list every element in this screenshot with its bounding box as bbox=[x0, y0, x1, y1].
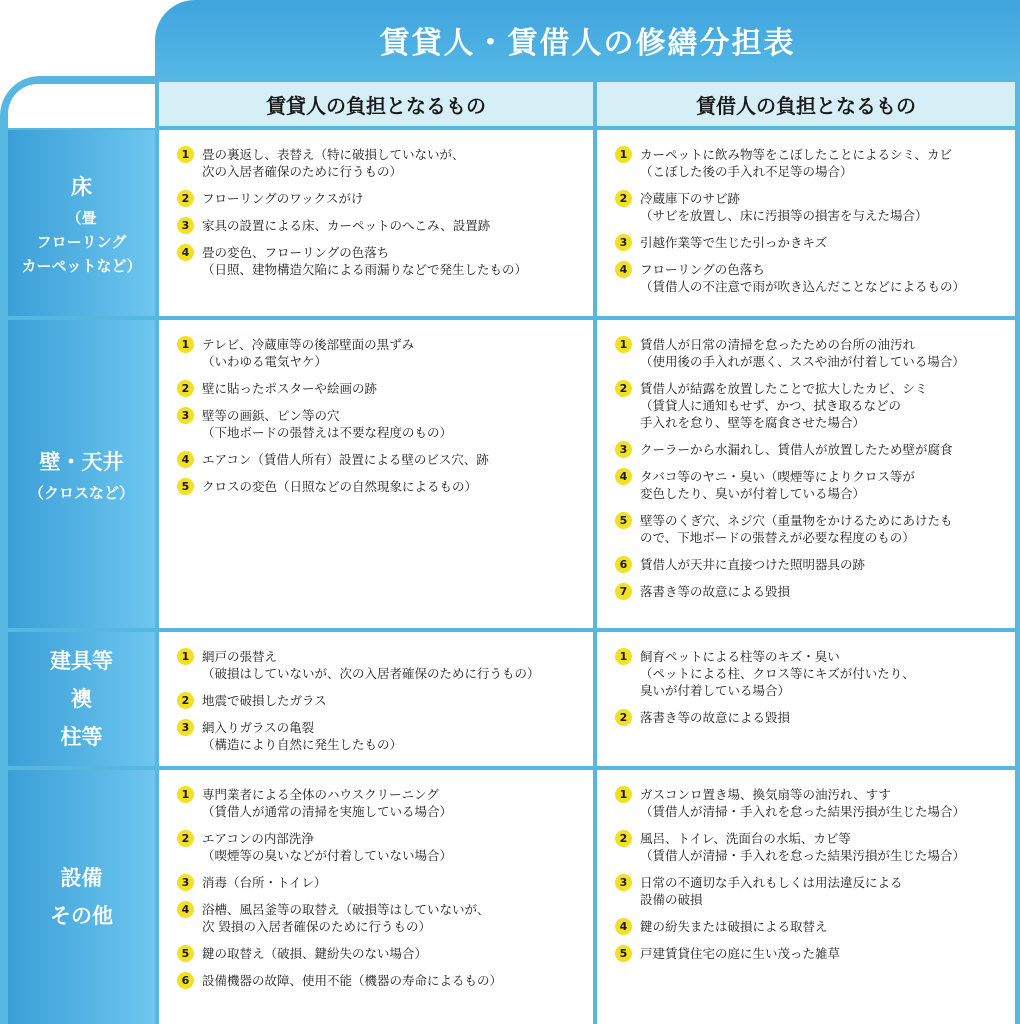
header-corner bbox=[8, 84, 155, 128]
number-badge: 2 bbox=[177, 380, 194, 397]
item-text: 家具の設置による床、カーペットのへこみ、設置跡 bbox=[202, 218, 491, 233]
list-item bbox=[177, 244, 583, 278]
number-badge: 1 bbox=[615, 146, 632, 163]
list-item bbox=[177, 945, 583, 962]
number-badge: 2 bbox=[615, 190, 632, 207]
list-item bbox=[177, 692, 583, 709]
list-item bbox=[615, 441, 1005, 458]
item-text: 飼育ペットによる柱等のキズ・臭い （ペットによる柱、クロス等にキズが付いたり、 臭いが付着している場合） bbox=[640, 649, 915, 698]
row-label-fittings bbox=[8, 632, 155, 766]
number-badge: 3 bbox=[615, 234, 632, 251]
item-text: 消毒（台所・トイレ） bbox=[202, 875, 327, 890]
list-item bbox=[615, 234, 1005, 251]
item-text: 網入りガラスの亀裂 （構造により自然に発生したもの） bbox=[202, 720, 403, 752]
item-text: フローリングの色落ち （賃借人の不注意で雨が吹き込んだことなどによるもの） bbox=[640, 262, 966, 294]
list-item bbox=[615, 945, 1005, 962]
row-label-wall-ceiling bbox=[8, 320, 155, 628]
item-text: フローリングのワックスがけ bbox=[202, 191, 364, 206]
list-item bbox=[177, 786, 583, 820]
number-badge: 5 bbox=[615, 945, 632, 962]
list-item bbox=[615, 512, 1005, 546]
item-text: エアコンの内部洗浄 （喫煙等の臭いなどが付着していない場合） bbox=[202, 831, 453, 863]
cell-wall-tenant bbox=[597, 320, 1015, 628]
item-text: 賃借人が結露を放置したことで拡大したカビ、シミ （賃貸人に通知もせず、かつ、拭き取るなどの 手入れを怠り、壁等を腐食させた場合） bbox=[640, 381, 928, 430]
number-badge: 1 bbox=[177, 336, 194, 353]
list-item bbox=[177, 217, 583, 234]
number-badge: 3 bbox=[177, 719, 194, 736]
item-text: 壁等の画鋲、ピン等の穴 （下地ボードの張替えは不要な程度のもの） bbox=[202, 408, 453, 440]
list-item bbox=[615, 583, 1005, 600]
list-item bbox=[615, 830, 1005, 864]
number-badge: 2 bbox=[615, 830, 632, 847]
list-item bbox=[615, 336, 1005, 370]
list-item bbox=[177, 901, 583, 935]
row-label-sub: （畳 フローリング カーペットなど） bbox=[21, 209, 142, 275]
item-text: 落書き等の故意による毀損 bbox=[640, 710, 791, 725]
row-label-equipment bbox=[8, 770, 155, 1024]
item-text: クーラーから水漏れし、賃借人が放置したため壁が腐食 bbox=[640, 442, 953, 457]
header-tenant: 賃借人の負担となるもの bbox=[597, 82, 1015, 126]
list-item bbox=[177, 146, 583, 180]
cell-equipment-landlord bbox=[159, 770, 593, 1024]
row-label-main: 建具等 襖 柱等 bbox=[50, 649, 113, 749]
item-text: 賃借人が日常の清掃を怠ったための台所の油汚れ （使用後の手入れが悪く、ススや油が付着している場合） bbox=[640, 337, 965, 369]
row-label-main: 設備 その他 bbox=[50, 866, 113, 928]
item-text: 引越作業等で生じた引っかきキズ bbox=[640, 235, 828, 250]
number-badge: 5 bbox=[177, 945, 194, 962]
list-item bbox=[615, 261, 1005, 295]
item-text: エアコン（賃借人所有）設置による壁のビス穴、跡 bbox=[202, 452, 489, 467]
list-item bbox=[615, 190, 1005, 224]
item-text: 戸建賃貸住宅の庭に生い茂った雑草 bbox=[640, 946, 841, 961]
list-item bbox=[177, 830, 583, 864]
number-badge: 4 bbox=[177, 244, 194, 261]
item-text: テレビ、冷蔵庫等の後部壁面の黒ずみ （いわゆる電気ヤケ） bbox=[202, 337, 415, 369]
item-text: タバコ等のヤニ・臭い（喫煙等によりクロス等が 変色したり、臭いが付着している場合） bbox=[640, 469, 915, 501]
number-badge: 2 bbox=[615, 380, 632, 397]
number-badge: 1 bbox=[615, 786, 632, 803]
number-badge: 6 bbox=[615, 556, 632, 573]
item-text: 賃借人が天井に直接つけた照明器具の跡 bbox=[640, 557, 866, 572]
list-item bbox=[177, 190, 583, 207]
row-label-main: 床 bbox=[71, 175, 92, 199]
number-badge: 1 bbox=[177, 648, 194, 665]
item-text: 畳の変色、フローリングの色落ち （日照、建物構造欠陥による雨漏りなどで発生したもの） bbox=[202, 245, 528, 277]
list-item bbox=[615, 709, 1005, 726]
item-text: 鍵の紛失または破損による取替え bbox=[640, 919, 828, 934]
number-badge: 3 bbox=[615, 874, 632, 891]
list-item bbox=[177, 972, 583, 989]
row-label-sub: （クロスなど） bbox=[28, 484, 134, 502]
cell-wall-landlord bbox=[159, 320, 593, 628]
number-badge: 1 bbox=[177, 786, 194, 803]
list-item bbox=[615, 648, 1005, 699]
list-item bbox=[615, 918, 1005, 935]
number-badge: 4 bbox=[615, 261, 632, 278]
item-text: 専門業者による全体のハウスクリーニング （賃借人が通常の清掃を実施している場合） bbox=[202, 787, 453, 819]
number-badge: 5 bbox=[177, 478, 194, 495]
number-badge: 4 bbox=[615, 468, 632, 485]
list-item bbox=[615, 556, 1005, 573]
number-badge: 2 bbox=[177, 692, 194, 709]
item-text: 地震で破損したガラス bbox=[202, 693, 327, 708]
item-text: 冷蔵庫下のサビ跡 （サビを放置し、床に汚損等の損害を与えた場合） bbox=[640, 191, 928, 223]
number-badge: 2 bbox=[177, 830, 194, 847]
item-text: カーペットに飲み物等をこぼしたことによるシミ、カビ （こぼした後の手入れ不足等の場合） bbox=[640, 147, 953, 179]
number-badge: 5 bbox=[615, 512, 632, 529]
cell-fittings-landlord bbox=[159, 632, 593, 766]
number-badge: 1 bbox=[615, 648, 632, 665]
number-badge: 2 bbox=[615, 709, 632, 726]
cell-equipment-tenant bbox=[597, 770, 1015, 1024]
item-text: 壁に貼ったポスターや絵画の跡 bbox=[202, 381, 378, 396]
list-item bbox=[615, 146, 1005, 180]
list-item bbox=[177, 648, 583, 682]
header-landlord: 賃貸人の負担となるもの bbox=[159, 82, 593, 126]
list-item bbox=[615, 468, 1005, 502]
list-item bbox=[177, 719, 583, 753]
number-badge: 1 bbox=[177, 146, 194, 163]
list-item bbox=[177, 478, 583, 495]
item-text: 網戸の張替え （破損はしていないが、次の入居者確保のために行うもの） bbox=[202, 649, 540, 681]
cell-floor-landlord bbox=[159, 130, 593, 316]
item-text: 日常の不適切な手入れもしくは用法違反による 設備の破損 bbox=[640, 875, 903, 907]
number-badge: 6 bbox=[177, 972, 194, 989]
row-label-floor bbox=[8, 130, 155, 316]
number-badge: 2 bbox=[177, 190, 194, 207]
item-text: 落書き等の故意による毀損 bbox=[640, 584, 791, 599]
list-item bbox=[177, 336, 583, 370]
page-title: 賃貸人・賃借人の修繕分担表 bbox=[155, 0, 1020, 80]
list-item bbox=[615, 380, 1005, 431]
number-badge: 3 bbox=[177, 874, 194, 891]
list-item bbox=[177, 407, 583, 441]
item-text: ガスコンロ置き場、換気扇等の油汚れ、すす （賃借人が清掃・手入れを怠った結果汚損が生じた場合） bbox=[640, 787, 966, 819]
list-item bbox=[177, 380, 583, 397]
item-text: 浴槽、風呂釜等の取替え（破損等はしていないが、 次 毀損の入居者確保のために行うもの） bbox=[202, 902, 490, 934]
item-text: 壁等のくぎ穴、ネジ穴（重量物をかけるためにあけたも ので、下地ボードの張替えが必要な程度のもの） bbox=[640, 513, 953, 545]
list-item bbox=[177, 451, 583, 468]
item-text: 鍵の取替え（破損、鍵紛失のない場合） bbox=[202, 946, 428, 961]
item-text: 設備機器の故障、使用不能（機器の寿命によるもの） bbox=[202, 973, 503, 988]
list-item bbox=[615, 786, 1005, 820]
number-badge: 4 bbox=[615, 918, 632, 935]
number-badge: 7 bbox=[615, 583, 632, 600]
list-item bbox=[615, 874, 1005, 908]
item-text: 風呂、トイレ、洗面台の水垢、カビ等 （賃借人が清掃・手入れを怠った結果汚損が生じた場合） bbox=[640, 831, 966, 863]
number-badge: 1 bbox=[615, 336, 632, 353]
list-item bbox=[177, 874, 583, 891]
number-badge: 4 bbox=[177, 451, 194, 468]
item-text: クロスの変色（日照などの自然現象によるもの） bbox=[202, 479, 478, 494]
number-badge: 3 bbox=[615, 441, 632, 458]
number-badge: 4 bbox=[177, 901, 194, 918]
item-text: 畳の裏返し、表替え（特に破損していないが、 次の入居者確保のために行うもの） bbox=[202, 147, 465, 179]
number-badge: 3 bbox=[177, 217, 194, 234]
row-label-main: 壁・天井 bbox=[39, 450, 124, 474]
cell-fittings-tenant bbox=[597, 632, 1015, 766]
cell-floor-tenant bbox=[597, 130, 1015, 316]
number-badge: 3 bbox=[177, 407, 194, 424]
